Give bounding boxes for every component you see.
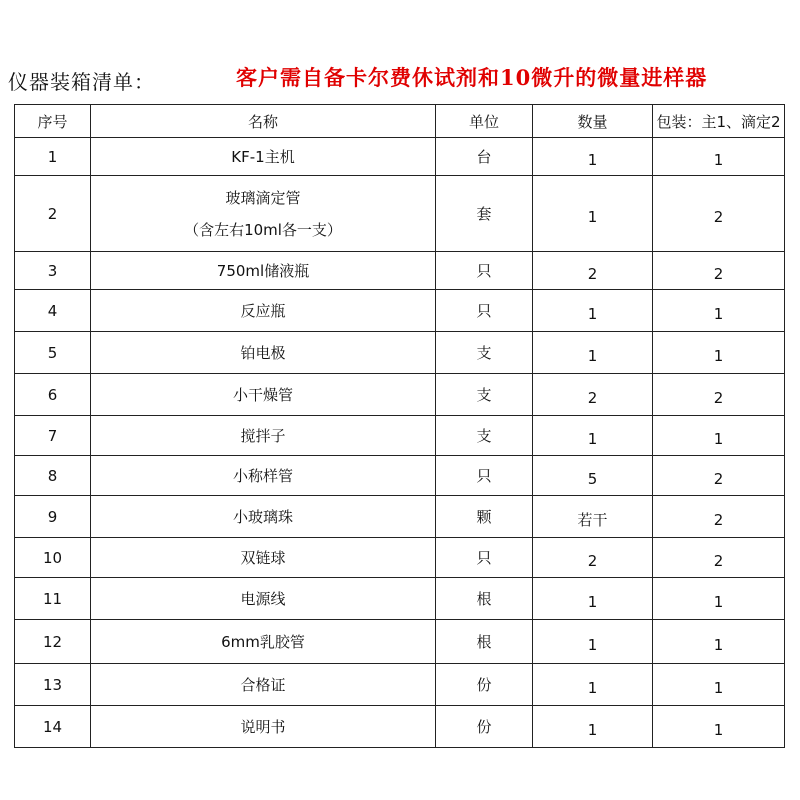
cell-qty: 1 — [533, 664, 653, 706]
cell-name: KF-1主机 — [91, 138, 436, 176]
table-row — [15, 176, 785, 252]
cell-qty: 1 — [533, 578, 653, 620]
cell-pack: 2 — [653, 456, 785, 496]
table-row — [15, 538, 785, 578]
cell-unit: 套 — [436, 176, 533, 252]
cell-qty: 2 — [533, 538, 653, 578]
cell-qty: 5 — [533, 456, 653, 496]
cell-qty: 1 — [533, 290, 653, 332]
cell-pack: 2 — [653, 252, 785, 290]
cell-name: 小称样管 — [91, 456, 436, 496]
table-row — [15, 138, 785, 176]
cell-pack: 1 — [653, 332, 785, 374]
cell-unit: 只 — [436, 456, 533, 496]
table-row — [15, 290, 785, 332]
page-title: 仪器装箱清单： — [8, 70, 155, 94]
packing-list-table — [14, 104, 785, 748]
cell-name: 反应瓶 — [91, 290, 436, 332]
cell-no: 12 — [15, 620, 91, 664]
header-unit: 单位 — [436, 105, 533, 138]
cell-name: 合格证 — [91, 664, 436, 706]
cell-unit: 只 — [436, 290, 533, 332]
cell-unit: 根 — [436, 620, 533, 664]
cell-pack: 1 — [653, 706, 785, 748]
cell-pack: 2 — [653, 176, 785, 252]
header-qty: 数量 — [533, 105, 653, 138]
cell-name: 说明书 — [91, 706, 436, 748]
cell-pack: 1 — [653, 620, 785, 664]
cell-unit: 根 — [436, 578, 533, 620]
cell-no: 14 — [15, 706, 91, 748]
header-pack: 包装：主1、滴定2 — [653, 105, 785, 138]
table-row — [15, 374, 785, 416]
cell-no: 10 — [15, 538, 91, 578]
table-row — [15, 416, 785, 456]
cell-no: 9 — [15, 496, 91, 538]
cell-qty: 1 — [533, 332, 653, 374]
cell-unit: 只 — [436, 252, 533, 290]
cell-qty: 1 — [533, 620, 653, 664]
table-row — [15, 456, 785, 496]
cell-pack: 1 — [653, 578, 785, 620]
cell-name: 小干燥管 — [91, 374, 436, 416]
cell-name: 双链球 — [91, 538, 436, 578]
cell-no: 11 — [15, 578, 91, 620]
cell-unit: 份 — [436, 664, 533, 706]
cell-qty: 1 — [533, 138, 653, 176]
header-no: 序号 — [15, 105, 91, 138]
cell-unit: 份 — [436, 706, 533, 748]
customer-note: 客户需自备卡尔费休试剂和10微升的微量进样器 — [236, 65, 708, 90]
table-row — [15, 664, 785, 706]
cell-no: 4 — [15, 290, 91, 332]
cell-unit: 颗 — [436, 496, 533, 538]
cell-unit: 支 — [436, 374, 533, 416]
cell-qty: 若干 — [533, 496, 653, 538]
cell-qty: 2 — [533, 252, 653, 290]
table-row — [15, 620, 785, 664]
cell-pack: 1 — [653, 290, 785, 332]
cell-unit: 支 — [436, 332, 533, 374]
cell-pack: 1 — [653, 138, 785, 176]
cell-no: 8 — [15, 456, 91, 496]
cell-pack: 2 — [653, 538, 785, 578]
cell-qty: 1 — [533, 706, 653, 748]
cell-pack: 2 — [653, 374, 785, 416]
cell-no: 1 — [15, 138, 91, 176]
cell-pack: 2 — [653, 496, 785, 538]
cell-qty: 1 — [533, 176, 653, 252]
table-row — [15, 496, 785, 538]
cell-no: 5 — [15, 332, 91, 374]
cell-pack: 1 — [653, 664, 785, 706]
cell-pack: 1 — [653, 416, 785, 456]
cell-no: 3 — [15, 252, 91, 290]
header-name: 名称 — [91, 105, 436, 138]
table-row — [15, 706, 785, 748]
cell-unit: 支 — [436, 416, 533, 456]
table-row — [15, 252, 785, 290]
cell-no: 7 — [15, 416, 91, 456]
cell-no: 13 — [15, 664, 91, 706]
cell-name: 搅拌子 — [91, 416, 436, 456]
table-header-row — [15, 105, 785, 138]
cell-name: 电源线 — [91, 578, 436, 620]
cell-name: 铂电极 — [91, 332, 436, 374]
cell-unit: 台 — [436, 138, 533, 176]
cell-name: 小玻璃珠 — [91, 496, 436, 538]
cell-unit: 只 — [436, 538, 533, 578]
cell-name: 6mm乳胶管 — [91, 620, 436, 664]
cell-no: 2 — [15, 176, 91, 252]
cell-no: 6 — [15, 374, 91, 416]
cell-qty: 1 — [533, 416, 653, 456]
cell-qty: 2 — [533, 374, 653, 416]
table-row — [15, 578, 785, 620]
cell-name: 玻璃滴定管 （含左右10ml各一支） — [91, 176, 436, 252]
cell-name: 750ml储液瓶 — [91, 252, 436, 290]
table-row — [15, 332, 785, 374]
